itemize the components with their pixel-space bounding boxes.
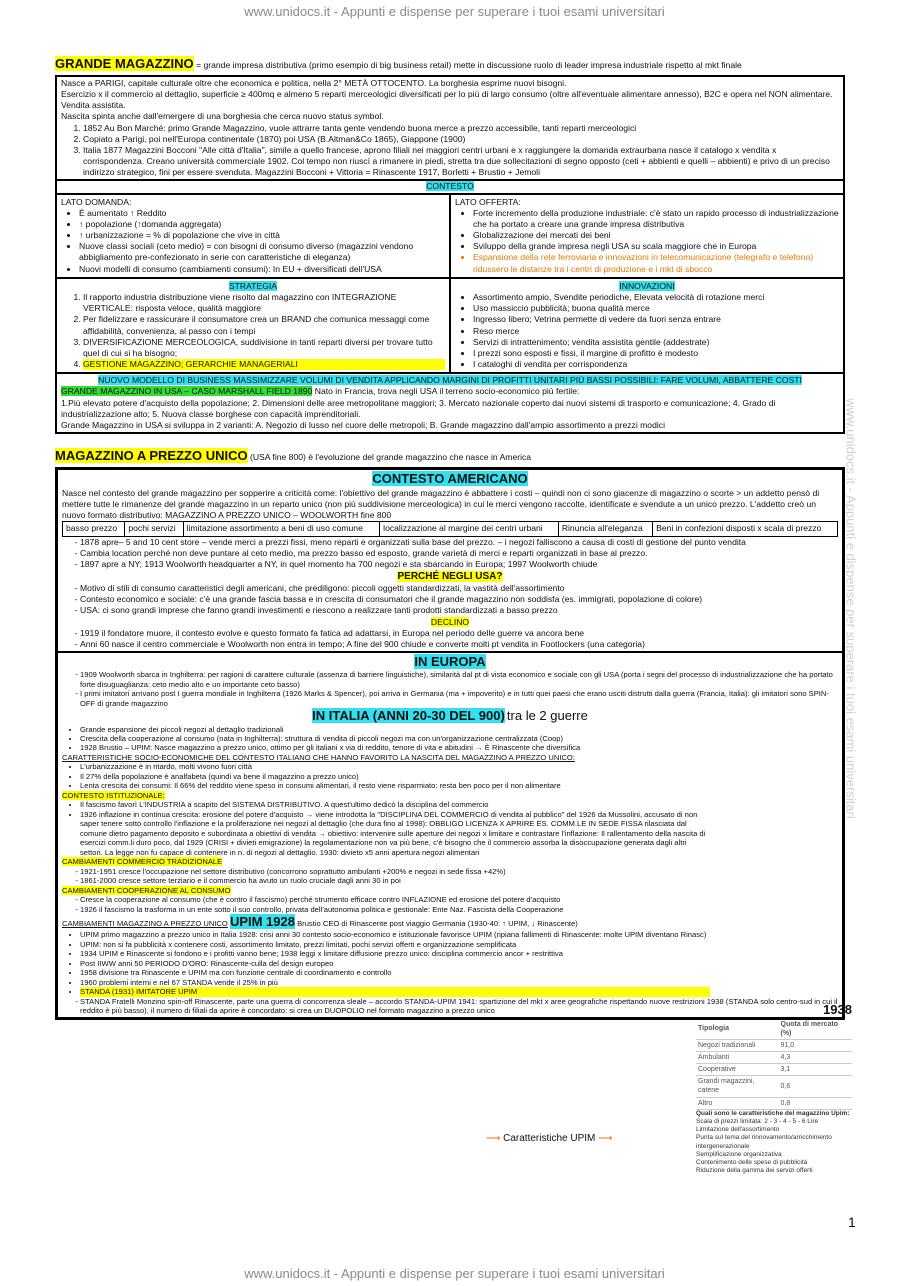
- list-item: • Ingresso libero; Vetrina permette di vedere da fuori senza entrare: [473, 314, 839, 325]
- list-item: - STANDA Fratelli Monzino spin-off Rinascente, parte una guerra di concorrenza sleale – accordo STANDA-UPIM 1941: spartizione del mkt x aree geografiche rispettando nuove restrizioni 1938 (STANDA solo centro-sud in cui il reddito è più basso), il numero di filiali da aprire è concordato: si crea un DUOPOLIO nel formato magazzino a prezzo unico: [80, 997, 838, 1016]
- list-item: - I primi imitatori arrivano post I guerra mondiale in Inghilterra (1926 Marks & Spencer), poi arriva in Germania (ma + impoverito) e in tutti quei paesi che erano usciti distrutti dalla guerra (Francia, Italia): gli imitatori sono SPIN-OFF di grande magazzino: [80, 689, 838, 708]
- list-item: - 1897 apre a NY; 1913 Woolworth headquarter a NY, in quel momento ha 700 negozi e sta sbarcando in Europa; 1997 Woolworth chiude: [80, 559, 838, 570]
- perche-label: PERCHÉ NEGLI USA?: [397, 571, 503, 583]
- list-item: - 1919 il fondatore muore, il contesto evolve e questo formato fa fatica ad adattarsi, in Europa nel periodo delle guerre va ancora bene: [80, 628, 838, 639]
- list-item: 1. 1852 Au Bon Marché: primo Grande Magazzino, vuole attrarre tanta gente vendendo buona merce a prezzo accessibile, tanti reparti merceologici: [83, 123, 839, 134]
- table-cell: localizzazione al margine dei centri urbani: [380, 522, 559, 536]
- list-item: 4. GESTIONE MAGAZZINO; GERARCHIE MANAGERIALI: [83, 359, 445, 370]
- list-item: • Assortimento ampio, Svendite periodiche, Elevata velocità di rotazione merci: [473, 292, 839, 303]
- upim-box-item: Limitazione dell'assortimento: [696, 1126, 780, 1134]
- list-item: - USA: ci sono grandi imprese che fanno grandi investimenti e riescono a realizzare tanti prodotti standardizzati a basso prezzo: [80, 605, 838, 616]
- market-share-figure: [696, 1002, 852, 1110]
- modello-business: [57, 372, 843, 432]
- table-cell: basso prezzo: [63, 522, 125, 536]
- list-item: • 1960 problemi interni e nel 67 STANDA vende il 25% in più: [80, 978, 710, 987]
- list-item: • ↑ urbanizzazione = % di popolazione che vive in città: [79, 230, 445, 241]
- upim-heading: CAMBIAMENTI MAGAZZINO A PREZZO UNICO: [62, 919, 228, 929]
- list-item: - 1921-1951 cresce l'occupazione nel settore distributivo (concorrono soprattutto ambulanti +200% e negozi in sede fissa +42%): [80, 867, 710, 876]
- contesto-grid: [57, 193, 843, 277]
- list-item: • Reso merce: [473, 326, 839, 337]
- watermark-right: www.unidocs.it - Appunti e dispense per superare i tuoi esami universitari: [843, 398, 859, 819]
- figure-cell: Grandi magazzini, catene: [696, 1076, 779, 1097]
- list-item: - Contesto economico e sociale: c'è una grande fascia bassa e in crescita di consumatori che il grande magazzino non soddisfa (es. immigrati, popolazione di colore): [80, 594, 838, 605]
- list-item: - Cambia location perché non deve puntare al ceto medio, ma prezzo basso ed esposto, grande varietà di merci e reparti organizzati in base al prezzo.: [80, 548, 838, 559]
- list-item: • Il fascismo favorì L'INDUSTRIA a scapito del SISTEMA DISTRIBUTIVO. A quest'ultimo dedicò la disciplina del commercio: [80, 800, 710, 809]
- upim-badge: UPIM 1928: [229, 914, 295, 930]
- list-item: - Anni 60 nasce il centro commerciale e Woolworth non entra in tempo; A fine del 900 chiude e converte molti pt vendita in Footlockers (una categoria): [80, 639, 838, 650]
- section1-intro: [57, 77, 843, 180]
- section1-title: GRANDE MAGAZZINO: [55, 56, 194, 71]
- list-item: • I prezzi sono esposti e fissi, il margine di profitto è modesto: [473, 348, 839, 359]
- caratteristiche-heading: CARATTERISTICHE SOCIO-ECONOMICHE DEL CONTESTO ITALIANO CHE HANNO FAVORITO LA NASCITA DEL MAGAZZINO A PREZZO UNICO:: [62, 752, 575, 762]
- table-cell: limitazione assortimento a beni di uso comune: [183, 522, 380, 536]
- list-item: • Uso massiccio pubblicità; buona qualità merce: [473, 303, 839, 314]
- modello-text: NUOVO MODELLO DI BUSINESS MASSIMIZZARE VOLUMI DI VENDITA APPLICANDO MARGINI DI PROFITTI UNITARI PIÙ BASSI POSSIBILI: FARE VOLUMI, ABBATTERE COSTI: [98, 375, 802, 386]
- figure-cell: Negozi tradizionali: [696, 1040, 779, 1052]
- upim-box-title: Quali sono le caratteristiche del magazzino Upim:: [696, 1110, 850, 1117]
- list-item: - 1861-2000 cresce settore terziario e il commercio ha avuto un ruolo cruciale dagli anni 30 in poi: [80, 876, 710, 885]
- figure-col2: Quota di mercato (%): [779, 1019, 853, 1040]
- list-item: • UPIM primo magazzino a prezzo unico in Italia 1928: crisi anni 30 contesto socio-economico e istituzionale favorisce UPIM (ripiana fallimenti di Rinascente: molte UPIM diventano Rinasc): [80, 930, 710, 939]
- usa-points: 1.Più elevato potere d'acquisto della popolazione; 2. Dimensioni delle aree metropolitane maggiori; 3. Mercato nazionale coperto dai nuovi sistemi di trasporto e comunicazione; 4. Grado di industrializzazione alto; 5. Nuova classe borghese con capacità imprenditoriali.: [61, 397, 776, 419]
- innovazioni-label: INNOVAZIONI: [619, 280, 675, 291]
- list-item: 2. Copiato a Parigi, poi nell'Europa continentale (1870) poi USA (B.Altman&Co 1865), Giappone (1900): [83, 134, 839, 145]
- caratteristiche-upim-label: ⟶ Caratteristiche UPIM ⟶: [486, 1133, 613, 1144]
- section1-box: [55, 75, 845, 434]
- list-item: • Globalizzazione dei mercati dei beni: [473, 230, 839, 241]
- usa-varianti: Grande Magazzino in USA si sviluppa in 2 varianti: A. Negozio di lusso nel cuore delle metropoli; B. Grande magazzino dall'ampio assortimento a prezzi modici: [61, 419, 665, 430]
- cooperazione-heading: CAMBIAMENTI COOPERAZIONE AL CONSUMO: [62, 885, 231, 895]
- list-item: - 1909 Woolworth sbarca in Inghilterra: per ragioni di carattere culturale (assenza di barriere linguistiche), similarità dal pt di vista economico e sociale con gli USA (porta i segni del processo di industrializzazione che ha portato forte disuguaglianza: ceto medio alto e un importante ceto basso): [80, 670, 838, 689]
- table-cell: pochi servizi: [125, 522, 183, 536]
- strategia-label: STRATEGIA: [228, 280, 278, 291]
- page-number: 1: [848, 1214, 856, 1230]
- watermark-top: www.unidocs.it - Appunti e dispense per superare i tuoi esami universitari: [244, 4, 665, 19]
- europa-label: IN EUROPA: [414, 654, 486, 670]
- list-item: • Forte incremento della produzione industriale: c'è stato un rapido processo di industrializzazione che ha portato a creare una grande impresa distributiva: [473, 208, 839, 230]
- list-item: • Lenta crescita dei consumi: Il 66% del reddito viene speso in consumi alimentari, il resto viene risparmiato: resta ben poco per il non alimentare: [80, 781, 838, 790]
- contesto-americano: [58, 470, 842, 651]
- lato-domanda-title: LATO DOMANDA:: [61, 196, 132, 207]
- list-item: - Cresce la cooperazione al consumo (che è contro il fascismo) perché strumento efficace contro INFLAZIONE ed erosione del potere d'acquisto: [80, 895, 710, 904]
- list-item: • Servizi di intrattenimento; vendita assistita gentile (addestrate): [473, 337, 839, 348]
- watermark-bottom: www.unidocs.it - Appunti e dispense per superare i tuoi esami universitari: [244, 1266, 665, 1281]
- intro-line: Esercizio x il commercio al dettaglio, superficie ≥ 400mq e almeno 5 reparti merceologici diversificati per lo più di largo consumo (oltre all'eventuale alimentare annesso), B2C e opera nel NON alimentare. Vendita assistita.: [61, 89, 833, 111]
- list-item: - 1878 apre– 5 and 10 cent store – vende merci a prezzi fissi, meno reparti e organizzati sulla base del prezzo. – i negozi falliscono a causa di costi di gestione del punto vendita: [80, 537, 838, 548]
- upim-box-item: Semplificazione organizzativa: [696, 1150, 782, 1158]
- figure-cell: 0,6: [779, 1076, 853, 1097]
- figure-cell: 4,3: [779, 1052, 853, 1064]
- intro-line: Nascita spinta anche dall'emergere di una borghesia che cerca nuovo status symbol.: [61, 111, 384, 122]
- section1-subtitle: = grande impresa distributiva (primo esempio di big business retail) mette in discussione ruolo di leader impresa industriale rispetto al mkt finale: [196, 60, 742, 70]
- figure-cell: Cooperative: [696, 1064, 779, 1076]
- declino-label: DECLINO: [430, 616, 470, 627]
- figure-year: 1938: [823, 1002, 852, 1017]
- list-item: • 1934 UPIM e Rinascente si fondono e i profitti vanno bene; 1938 leggi x limitare diffusione prezzo unico: disciplina commercio ancor + restrittiva: [80, 949, 710, 958]
- list-item: • UPIM: non si fa pubblicità x contenere costi, assortimento limitato, prezzi limitati, pochi servizi offerti e organizzazione semplificata: [80, 940, 710, 949]
- usa-label: GRANDE MAGAZZINO IN USA – CASO MARSHALL FIELD 1890: [61, 386, 313, 397]
- page-content: [55, 56, 845, 1020]
- list-item: 3. Italia 1877 Magazzini Bocconi "Alle città d'Italia", simile a quello francese, aprono filiali nei maggiori centri urbani e x raggiungere la domanda extraurbana nasce il catalogo x vendita x corrispondenza. Creano università commerciale 1902. Col tempo non riuscì a rimanere in piedi, stretta tra due sollecitazioni di segno opposto (ceti + abbienti e quelli – abbienti) e privo di un preciso indirizzo strategico, fini per essere svenduta. Magazzini Bocconi + Vittoria = Rinascente 1917, Borletti + Brustio + Jemoli: [83, 145, 839, 179]
- upim-box-item: Punta sul tema del rinnovamento/arricchimento intergenerazionale: [696, 1134, 832, 1150]
- usa-text: Nato in Francia, trova negli USA il terreno socio-economico più fertile:: [314, 386, 580, 397]
- caratteristiche-upim-text: Caratteristiche UPIM: [503, 1133, 596, 1144]
- section2-heading: [55, 448, 845, 465]
- upim-characteristics-figure: [696, 1110, 856, 1175]
- list-item: 3. DIVERSIFICAZIONE MERCEOLOGICA, suddivisione in tanti reparti diversi per trovare tutto quel di cui si ha bisogno;: [83, 337, 445, 359]
- section1-heading: [55, 56, 845, 73]
- section2-box: [55, 467, 845, 1020]
- contesto-label: CONTESTO: [426, 181, 474, 192]
- intro-line: Nasce a PARIGI, capitale culturale oltre che economica e politica, nella 2° METÀ OTTOCENTO. La borghesia esprime nuovi bisogni.: [61, 77, 567, 88]
- list-item: • Crescita della cooperazione al consumo (nata in Inghilterra): struttura di vendita di piccoli negozi ma con un'organizzazione centralizzata (Coop): [80, 734, 838, 743]
- list-item: • I cataloghi di vendita per corrispondenza: [473, 359, 839, 370]
- contesto-americano-text: Nasce nel contesto del grande magazzino per sopperire a criticità come: l'obiettivo del grande magazzino è abbattere i costi – quindi non ci sono giacenze di magazzino o scorte > un addetto pensò di mettere tutte le rimanenze del grande magazzino in un reparto unico (non più suddivisione merceologica) in cui le merci vengono raccolte, identificate e svendute a un unico prezzo. L'addetto creò un nuovo formato distributivo: MAGAZZINO A PREZZO UNICO – WOOLWORTH fine 800: [62, 487, 820, 521]
- list-item: • Grande espansione dei piccoli negozi al dettaglio tradizionali: [80, 725, 838, 734]
- list-item: • 1926 inflazione in continua crescita: erosione del potere d'acquisto → viene introdotta la "DISCIPLINA DEL COMMERCIO di vendita al pubblico" del 1926 da Mussolini, accusato di non saper tenere sotto controllo l'inflazione e la proliferazione nei negozi al dettaglio (che dura fino al 1998): OBBLIGO LICENZA X APRIRE ES. COMM.LE IN SEDE FISSA rilasciata dal comune dietro pagamento deposito e subordinata a obiettivi di vendita → obiettivo: intervenire sulle aperture dei negozi x limitare e contrastare l'inflazione: Il rallentamento della nascita di esercizi comm.li duro poco, dal 1929 (CRISI + divieti emigrazione) la regolamentazione non va più bene, c'è bisogno che il commercio assorba la disoccupazione generata dagli altri settori. La legge non fu capace di contenere in n. di negozi al dettaglio. 1930: divieto x5 anni apertura negozi alimentari: [80, 810, 710, 857]
- strategia-innovazioni: [57, 277, 843, 372]
- features-table: [62, 521, 838, 536]
- list-item: • 1958 divisione tra Rinascente e UPIM ma con funzione centrale di coordinamento e controllo: [80, 968, 710, 977]
- upim-after: Brustio CEO di Rinascente post viaggio Germania (1930-40: ↑ UPIM, ↓ Rinascente): [297, 919, 578, 929]
- list-item: - Motivo di stili di consumo caratteristici degli americani, che prediligono: piccoli oggetti standardizzati, la vastità dell'assortimento: [80, 583, 838, 594]
- commercio-heading: CAMBIAMENTI COMMERCIO TRADIZIONALE: [62, 857, 223, 867]
- lato-domanda: [57, 195, 449, 277]
- europa-italia: [58, 651, 842, 1017]
- list-item: • STANDA (1931) IMITATORE UPIM: [80, 987, 710, 996]
- figure-cell: Ambulanti: [696, 1052, 779, 1064]
- lato-offerta-title: LATO OFFERTA:: [455, 196, 521, 207]
- contesto-americano-label: CONTESTO AMERICANO: [372, 470, 528, 486]
- list-item: • 1928 Brustio – UPIM: Nasce magazzino a prezzo unico, ottimo per gli italiani x via di reddito, tenore di vita e abitudini → È Rinascente che diversifica: [80, 743, 838, 752]
- list-item: • ↑ popolazione (↑domanda aggregata): [79, 219, 445, 230]
- figure-cell: 91,0: [779, 1040, 853, 1052]
- section2-subtitle: (USA fine 800) è l'evoluzione del grande magazzino che nasce in America: [249, 452, 532, 463]
- figure-col1: Tipologia: [696, 1019, 779, 1040]
- lato-offerta: [449, 195, 843, 277]
- upim-box-item: Contenimento delle spese di pubblicità: [696, 1158, 808, 1166]
- list-item: • Nuove classi sociali (ceto medio) = con bisogni di consumo diverso (magazzini vendono abbigliamento pre-confezionato in serie con caratteristiche di eleganza): [79, 241, 445, 263]
- table-cell: Rinuncia all'eleganza: [558, 522, 652, 536]
- list-item: • Il 27% della popolazione è analfabeta (quindi va bene il magazzino a prezzo unico): [80, 772, 838, 781]
- innovazioni: [449, 279, 843, 372]
- figure-cell: 3,1: [779, 1064, 853, 1076]
- list-item: 2. Per fidelizzare e rassicurare il consumatore crea un BRAND che comunica messaggi come affidabilità, convenienza, al passo con i tempi: [83, 314, 445, 336]
- italia-suffix: tra le 2 guerre: [506, 708, 588, 724]
- list-item: - 1926 il fascismo la trasforma in un ente sotto il suo controllo, privata dell'autonomia politica e gestionale: Ente Naz. Fascista della Cooperazione: [80, 905, 710, 914]
- list-item: • Espansione della rete ferroviaria e innovazioni in telecomunicazione (telegrafo e telefono) ridussero le distanze tra i centri di produzione e i mkt di sbocco: [473, 252, 839, 274]
- upim-box-item: Scala di prezzi limitata: 2 - 3 - 4 - 5 - 6 Lire: [696, 1118, 819, 1126]
- list-item: • Sviluppo della grande impresa negli USA su scala maggiore che in Europa: [473, 241, 839, 252]
- italia-label: IN ITALIA (ANNI 20-30 DEL 900): [312, 708, 505, 724]
- figure-cell: Altro: [696, 1097, 779, 1109]
- list-item: • Post IIWW anni 50 PERIODO D'ORO: Rinascente-culla del design europeo: [80, 959, 710, 968]
- list-item: • È aumentato ↑ Reddito: [79, 208, 445, 219]
- table-cell: Beni in confezioni disposti x scala di prezzo: [653, 522, 838, 536]
- list-item: • L'urbanizzazione è in ritardo, molti vivono fuori città: [80, 762, 838, 771]
- strategia: [57, 279, 449, 372]
- list-item: 1. Il rapporto industria distribuzione viene risolto dal magazzino con INTEGRAZIONE VERTICALE: risposta veloce, qualità maggiore: [83, 292, 445, 314]
- figure-cell: 0,8: [779, 1097, 853, 1109]
- section2-title: MAGAZZINO A PREZZO UNICO: [55, 448, 248, 464]
- istituzionale-heading: CONTESTO ISTITUZIONALE:: [62, 790, 165, 800]
- upim-box-item: Riduzione della gamma dei servizi offerti: [696, 1166, 813, 1174]
- list-item: • Nuovi modelli di consumo (cambiamenti consumi): In EU + diversificati dell'USA: [79, 264, 445, 275]
